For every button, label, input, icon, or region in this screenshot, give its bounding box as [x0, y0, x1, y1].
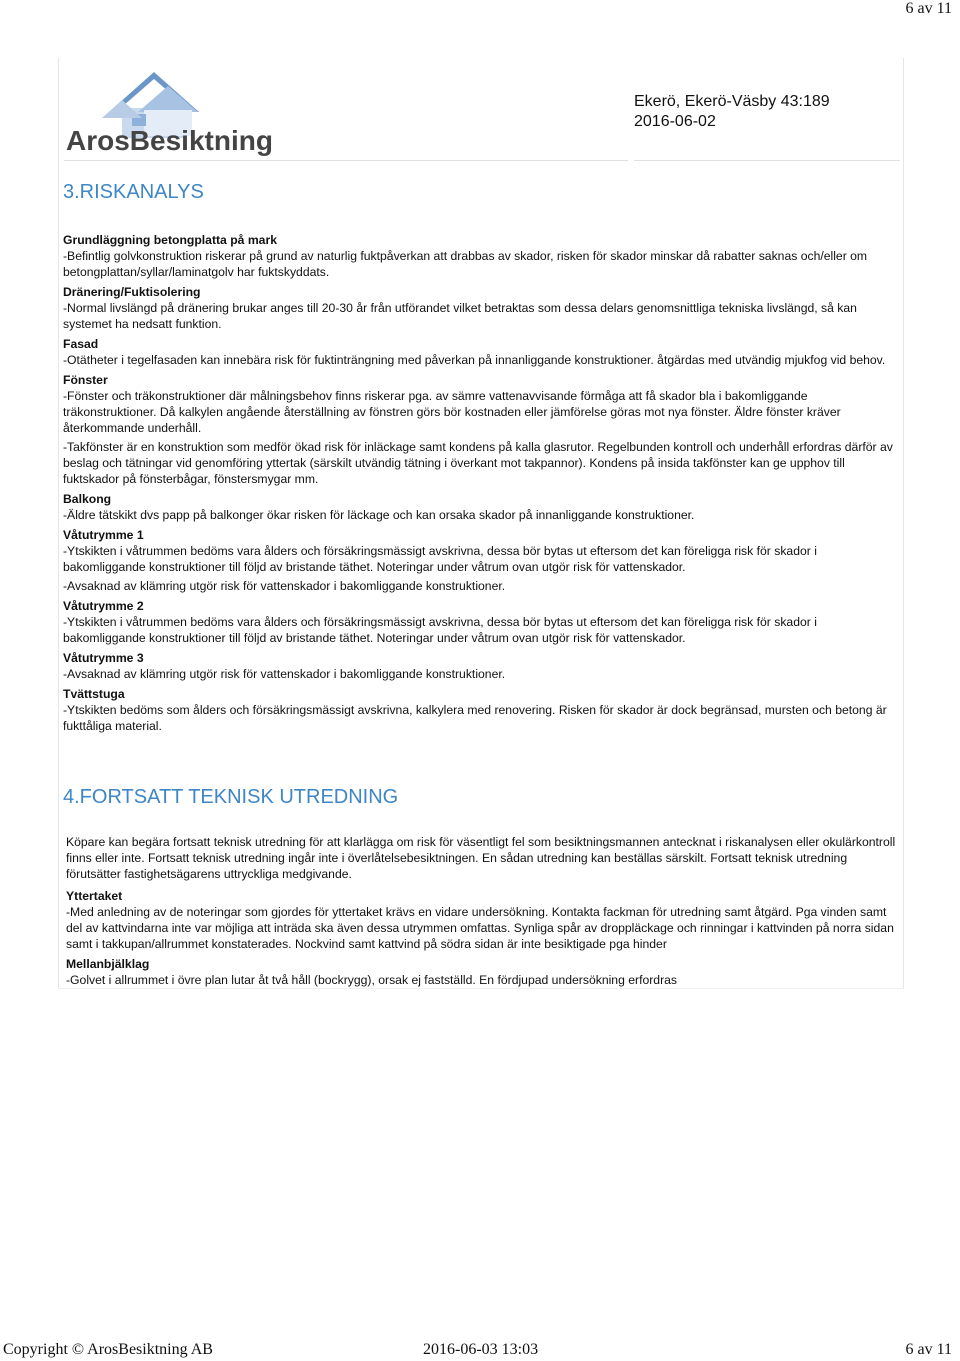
risk-item-text: -Ytskikten i våtrummen bedöms vara ålders och försäkringsmässigt avskrivna, dessa bör bytas ut eftersom det kan föreligga risk för skador i bakomliggande konstruktioner till följd av bristande täthet. Noteringar under våtrum ovan utgör risk för vattenskador. [63, 544, 817, 574]
utredning-intro: Köpare kan begära fortsatt teknisk utredning för att klarlägga om risk för väsentligt fel som besiktningsmannen antecknat i riskanalysen eller okulärkontroll finns eller inte. Fortsatt teknisk utredning ingår inte i överlåtelsebesiktningen. En sådan utredning kan beställas särskilt. Fortsatt teknisk utredning förutsätter fastighetsägarens uttryckliga medgivande. [66, 835, 896, 881]
risk-item [63, 686, 901, 734]
logo-text: ArosBesiktning [66, 125, 273, 156]
footer-timestamp: 2016-06-03 13:03 [423, 1341, 539, 1358]
risk-item-text: -Ytskikten bedöms som ålders och försäkringsmässigt avskrivna, kalkylera med renovering. Risken för skador är dock begränsad, mursten och betong är fukttåliga material. [63, 703, 887, 733]
risk-item [63, 336, 901, 368]
risk-item [66, 956, 896, 988]
risk-item-text: -Otätheter i tegelfasaden kan innebära risk för fuktinträngning med påverkan på innanliggande konstruktioner. åtgärdas med utvändig mjukfog vid behov. [63, 353, 886, 367]
risk-item [63, 491, 901, 523]
footer-copyright: Copyright © ArosBesiktning AB [3, 1341, 213, 1358]
risk-item [63, 650, 901, 682]
risk-item-heading: Dränering/Fuktisolering [63, 285, 201, 299]
risk-item-text: -Ytskikten i våtrummen bedöms vara ålders och försäkringsmässigt avskrivna, dessa bör bytas ut eftersom det kan föreligga risk för skador i bakomliggande konstruktioner till följd av bristande täthet. Noteringar under våtrum ovan utgör risk för vattenskador. [63, 615, 817, 645]
risk-item [63, 598, 901, 646]
risk-item-heading: Våtutrymme 2 [63, 599, 144, 613]
risk-item-text: -Äldre tätskikt dvs papp på balkonger ökar risken för läckage och kan orsaka skador på innanliggande konstruktioner. [63, 508, 695, 522]
risk-item-text: -Golvet i allrummet i övre plan lutar åt två håll (bockrygg), orsak ej fastställd. En fördjupad undersökning erfordras [66, 973, 678, 987]
risk-item-heading: Yttertaket [66, 889, 123, 903]
risk-item [63, 232, 901, 280]
header-divider-right [634, 160, 900, 161]
risk-item-heading: Mellanbjälklag [66, 957, 150, 971]
risk-item-text: -Takfönster är en konstruktion som medför ökad risk för inläckage samt kondens på kalla glasrutor. Regelbunden kontroll och underhåll erfordras därför av beslag och tätningar vid genomföring yttertak (särskilt utvändig tätning i överkant mot takpannor). Kondens på insida takfönster kan ge upphov till fuktskador på fönsterbågar, fönstersmygar mm. [63, 440, 893, 486]
risk-item-text: -Med anledning av de noteringar som gjordes för yttertaket krävs en vidare undersökning. Kontakta fackman för utredning samt åtgärd. Pga vinden samt del av kattvindarna inte var möjliga att inträda ska även dessa utrymmen omfattas. Synliga spår av droppläckage och rinningar i kattvinden på norra sidan samt i takkupan/allrummet konstaterades. Nockvind samt kattvind på södra sidan är inte besiktigade pga hinder [66, 905, 894, 951]
risk-item-text: -Fönster och träkonstruktioner där målningsbehov finns riskerar pga. av sämre vattenavvisande förmåga att få skador bla i bakomliggande träkonstruktioner. Då kalkylen angående återställning av fönstren görs bör kostnaden eller jämförelse göras mot nya fönster. Äldre fönster kräver återkommande underhåll. [63, 389, 841, 435]
page-number-top: 6 av 11 [905, 0, 952, 17]
risk-item [63, 372, 901, 487]
header-divider-left [64, 160, 628, 161]
risk-item-heading: Grundläggning betongplatta på mark [63, 233, 277, 247]
section-title-utredning: 4.FORTSATT TEKNISK UTREDNING [63, 786, 399, 808]
risk-item-heading: Fasad [63, 337, 99, 351]
risk-item-heading: Tvättstuga [63, 687, 125, 701]
risk-item-heading: Fönster [63, 373, 108, 387]
property-address: Ekerö, Ekerö-Väsby 43:189 [634, 93, 830, 110]
risk-item-text: -Avsaknad av klämring utgör risk för vattenskador i bakomliggande konstruktioner. [63, 667, 506, 681]
risk-item-heading: Våtutrymme 1 [63, 528, 144, 542]
section-title-riskanalys: 3.RISKANALYS [63, 181, 204, 203]
risk-item-text: -Normal livslängd på dränering brukar anges till 20-30 år från utförandet vilket betraktas som dessa delars genomsnittliga tekniska livslängd, så kan systemet ha nedsatt funktion. [63, 301, 857, 331]
risk-item-text: -Befintlig golvkonstruktion riskerar på grund av naturlig fuktpåverkan att drabbas av skador, risken för skador minskar då rabatter saknas och/eller om betongplattan/syllar/laminatgolv har fuktskyddats. [63, 249, 868, 279]
risk-item [66, 888, 896, 952]
footer-page-number: 6 av 11 [905, 1341, 952, 1358]
risk-item-text: -Avsaknad av klämring utgör risk för vattenskador i bakomliggande konstruktioner. [63, 579, 506, 593]
riskanalys-content [63, 232, 901, 738]
risk-item-heading: Balkong [63, 492, 112, 506]
aros-logo [64, 62, 274, 158]
utredning-content [66, 834, 896, 992]
risk-item [63, 527, 901, 594]
risk-item [63, 284, 901, 332]
inspection-date: 2016-06-02 [634, 113, 716, 130]
risk-item-heading: Våtutrymme 3 [63, 651, 144, 665]
header-address-block [634, 92, 830, 132]
